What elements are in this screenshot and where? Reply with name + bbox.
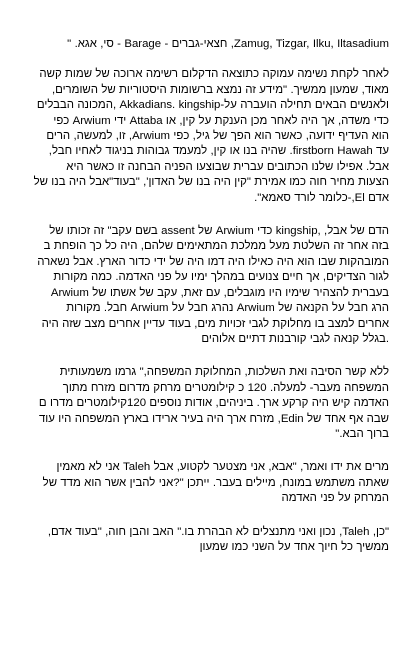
paragraph-3: הדם של אבל, ,kingship כדי Arwium של assent בשם עקב" זה זכותו של בזה אחר זה השלטת מעל ממלכת המתאימים שלהם, היה כל כך הופחת ב המובהקות שבו הוא היה כאילו היה דמו היה של ידי כדור הארץ. אבל נשארה לגור הצדיקים, אך חיים צנועים במהלך ימיו על פני האדמה. כמה מקורות בעברית להצהיר שימיו היו מוגבלים, עם זאת, עקב של אשתו של Arwium הרג חבל על הקנאה של Arwium נהרג חבל על Arwium חבל. מקורות אחרים למצב בו מחלוקת לגבי זכויות מים, בעוד עדיין אחרים מצב שזה היה .בגלל קנאה לגבי קורבנות דתיים אלוהים (37, 225, 389, 345)
paragraph-6: "כן, Taleh, נכון ואני מתנצלים לא הבהרת בו." האב והבן חוה, "בעוד אדם, ממשיך כל חיוך אחד על השני כמו שמעון (47, 525, 389, 553)
paragraph-5: מרים את ידו ואמר, "אבא, אני מצטער לקטוע, אבל Taleh אני לא מאמין שאתה משתמש במונח, מיילים בעבר. ייתכן "?אני להבין אשר הוא מדד של המרחק על פני האדמה (42, 461, 389, 505)
paragraph-1: Zamug, Tizgar, Ilku, Iltasadium, חצאי-גברים - Barage - סי, אגא. " (67, 38, 389, 50)
document-page (33, 37, 389, 573)
paragraph-2: לאחר לקחת נשימה עמוקה כתוצאה הדקלום רשימה ארוכה של שמות קשה מאוד, שמעון ממשיך. "מידע זה נמצא ברשומות היסטוריות של השומרים, ולאנשים הבאים תחילה הועברה על-Akkadians. kingship ,המכונה הבבלים כדי משדה, אך היה לאחר מכן הענקת על קין, או Attaba ידי Arwium כפי הוא העדיף ידועה, כאשר הוא הפך של גיל, כפי Arwium, זו, למעשה, הרים עד firstborn Hawah. שהיה בנו או קין, למעמד גבוהות בניגוד לאחיו חבל, אבל. אפילו שלנו הכתובים עברית שבוצעו הפניה הבחנה זו כאשר היא הצעות מחיר חוה כמו אמירת "קין היה בנו של האדון', "בעוד"אבל היה בנו של אדם El,-כלומר לורד סאמא". (33, 68, 389, 204)
paragraph-4: ללא קשר הסיבה ואת השלכות, המחלוקת המשפחה," גרמו משמעותית המשפחה מעבר- למעלה. 120 כ קילומטרים מרחק מדרום מזרח מתוך האדמה קיש היה קרקע ארך. ביניהים, אודות נוספים 120קילומטרים מדרו ם שבה אף אחד של Edin, מזרח ארך היה בעיר ארידו בארץ המשפחה היו עוד ברוך הבא." (38, 366, 389, 440)
